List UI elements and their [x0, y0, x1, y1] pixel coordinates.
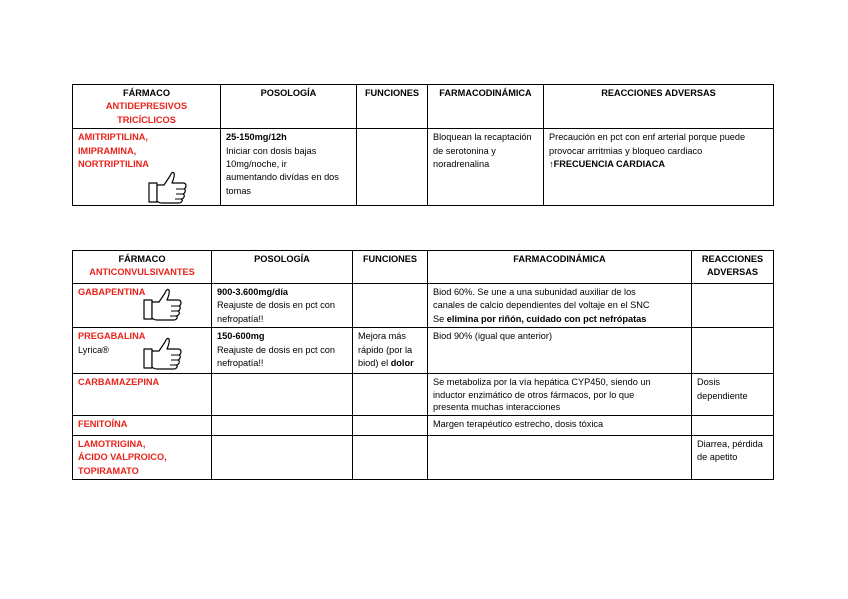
- header-funciones: FUNCIONES: [353, 251, 428, 284]
- thumbs-up-icon: [143, 336, 183, 370]
- drug-name: GABAPENTINA: [78, 287, 146, 297]
- drug-name: CARBAMAZEPINA: [78, 377, 160, 388]
- posologia-cell: [212, 415, 353, 435]
- frecuencia-cardiaca-warning: ↑FRECUENCIA CARDIACA: [549, 159, 666, 170]
- table-row: [73, 129, 774, 206]
- antidepresivos-table: [72, 84, 774, 206]
- group-line-2: TRICÍCLICOS: [117, 114, 176, 125]
- dose: 150-600mg: [217, 331, 265, 342]
- drug-name: AMITRIPTILINA, IMIPRAMINA, NORTRIPTILINA: [78, 132, 149, 170]
- header-farmacodinamica: FARMACODINÁMICA: [428, 85, 544, 129]
- reacciones-cell: [692, 328, 774, 374]
- posologia-cell: 900-3.600mg/día Reajuste de dosis en pct con nefropatía!!: [212, 284, 353, 328]
- anticonvulsivantes-table: [72, 250, 774, 480]
- dose: 900-3.600mg/día: [217, 287, 288, 297]
- table-row: [73, 328, 774, 374]
- header-farmacodinamica: FARMACODINÁMICA: [428, 251, 692, 284]
- table-row: [73, 415, 774, 435]
- drug-name: FENITOÍNA: [78, 418, 128, 429]
- farmacodinamica-cell: Margen terapéutico estrecho, dosis tóxica: [428, 415, 692, 435]
- reacciones-cell: [692, 284, 774, 328]
- posologia-cell: [212, 374, 353, 416]
- funciones-cell: [353, 415, 428, 435]
- group-label: ANTICONVULSIVANTES: [89, 267, 195, 278]
- header-posologia: POSOLOGÍA: [212, 251, 353, 284]
- table-row: [73, 374, 774, 416]
- farmacodinamica-cell: [428, 435, 692, 479]
- header-farmaco: [73, 85, 221, 129]
- farmacodinamica-cell: Biod 90% (igual que anterior): [428, 328, 692, 374]
- reacciones-cell: Diarrea, pérdida de apetito: [692, 435, 774, 479]
- group-label: [78, 100, 215, 127]
- funciones-cell: [357, 129, 428, 206]
- reacciones-cell: Dosis dependiente: [692, 374, 774, 416]
- dose: 25-150mg/12h: [226, 132, 287, 143]
- thumbs-up-icon: [143, 287, 183, 321]
- funciones-cell: [353, 284, 428, 328]
- funciones-cell: Mejora más rápido (por la biod) el dolor: [353, 328, 428, 374]
- funciones-cell: [353, 374, 428, 416]
- drug-cell: [73, 284, 212, 328]
- posologia-cell: 150-600mg Reajuste de dosis en pct con nefropatía!!: [212, 328, 353, 374]
- header-farmaco-label: FÁRMACO: [123, 88, 170, 98]
- drug-name: PREGABALINA: [78, 331, 146, 342]
- drug-cell: [73, 435, 212, 479]
- brand-name: Lyrica®: [78, 344, 109, 355]
- drug-name: LAMOTRIGINA, ÁCIDO VALPROICO, TOPIRAMATO: [78, 438, 167, 476]
- group-line-1: ANTIDEPRESIVOS: [105, 101, 188, 112]
- header-posologia: POSOLOGÍA: [221, 85, 357, 129]
- reacciones-cell: Precaución en pct con enf arterial porque puede provocar arritmias y bloqueo cardiaco ↑FRECUENCIA CARDIACA: [544, 129, 774, 206]
- posologia-cell: 25-150mg/12h Iniciar con dosis bajas 10mg/noche, ir aumentando divídas en dos tomas: [221, 129, 357, 206]
- header-funciones: FUNCIONES: [357, 85, 428, 129]
- table-row: [73, 284, 774, 328]
- header-reacciones: REACCIONES ADVERSAS: [544, 85, 774, 129]
- header-reacciones: REACCIONES ADVERSAS: [692, 251, 774, 284]
- header-farmaco: [73, 251, 212, 284]
- drug-cell: [73, 328, 212, 374]
- table-row: [73, 435, 774, 479]
- farmacodinamica-cell: Bloquean la recaptación de serotonina y noradrenalina: [428, 129, 544, 206]
- drug-cell: [73, 415, 212, 435]
- funciones-cell: [353, 435, 428, 479]
- drug-cell: [73, 129, 221, 206]
- drug-cell: [73, 374, 212, 416]
- header-farmaco-label: FÁRMACO: [118, 254, 166, 264]
- reacciones-cell: [692, 415, 774, 435]
- thumbs-up-icon: [148, 170, 188, 204]
- farmacodinamica-cell: Se metaboliza por la vía hepática CYP450, siendo un inductor enzimático de otros fármacos, por lo que presenta muchas interacciones: [428, 374, 692, 416]
- posologia-cell: [212, 435, 353, 479]
- elimination-warning: elimina por riñón, cuidado con pct nefrópatas: [446, 313, 647, 324]
- farmacodinamica-cell: Biod 60%. Se une a una subunidad auxiliar de los canales de calcio dependientes del voltaje en el SNC Se elimina por riñón, cuidado con pct nefrópatas: [428, 284, 692, 328]
